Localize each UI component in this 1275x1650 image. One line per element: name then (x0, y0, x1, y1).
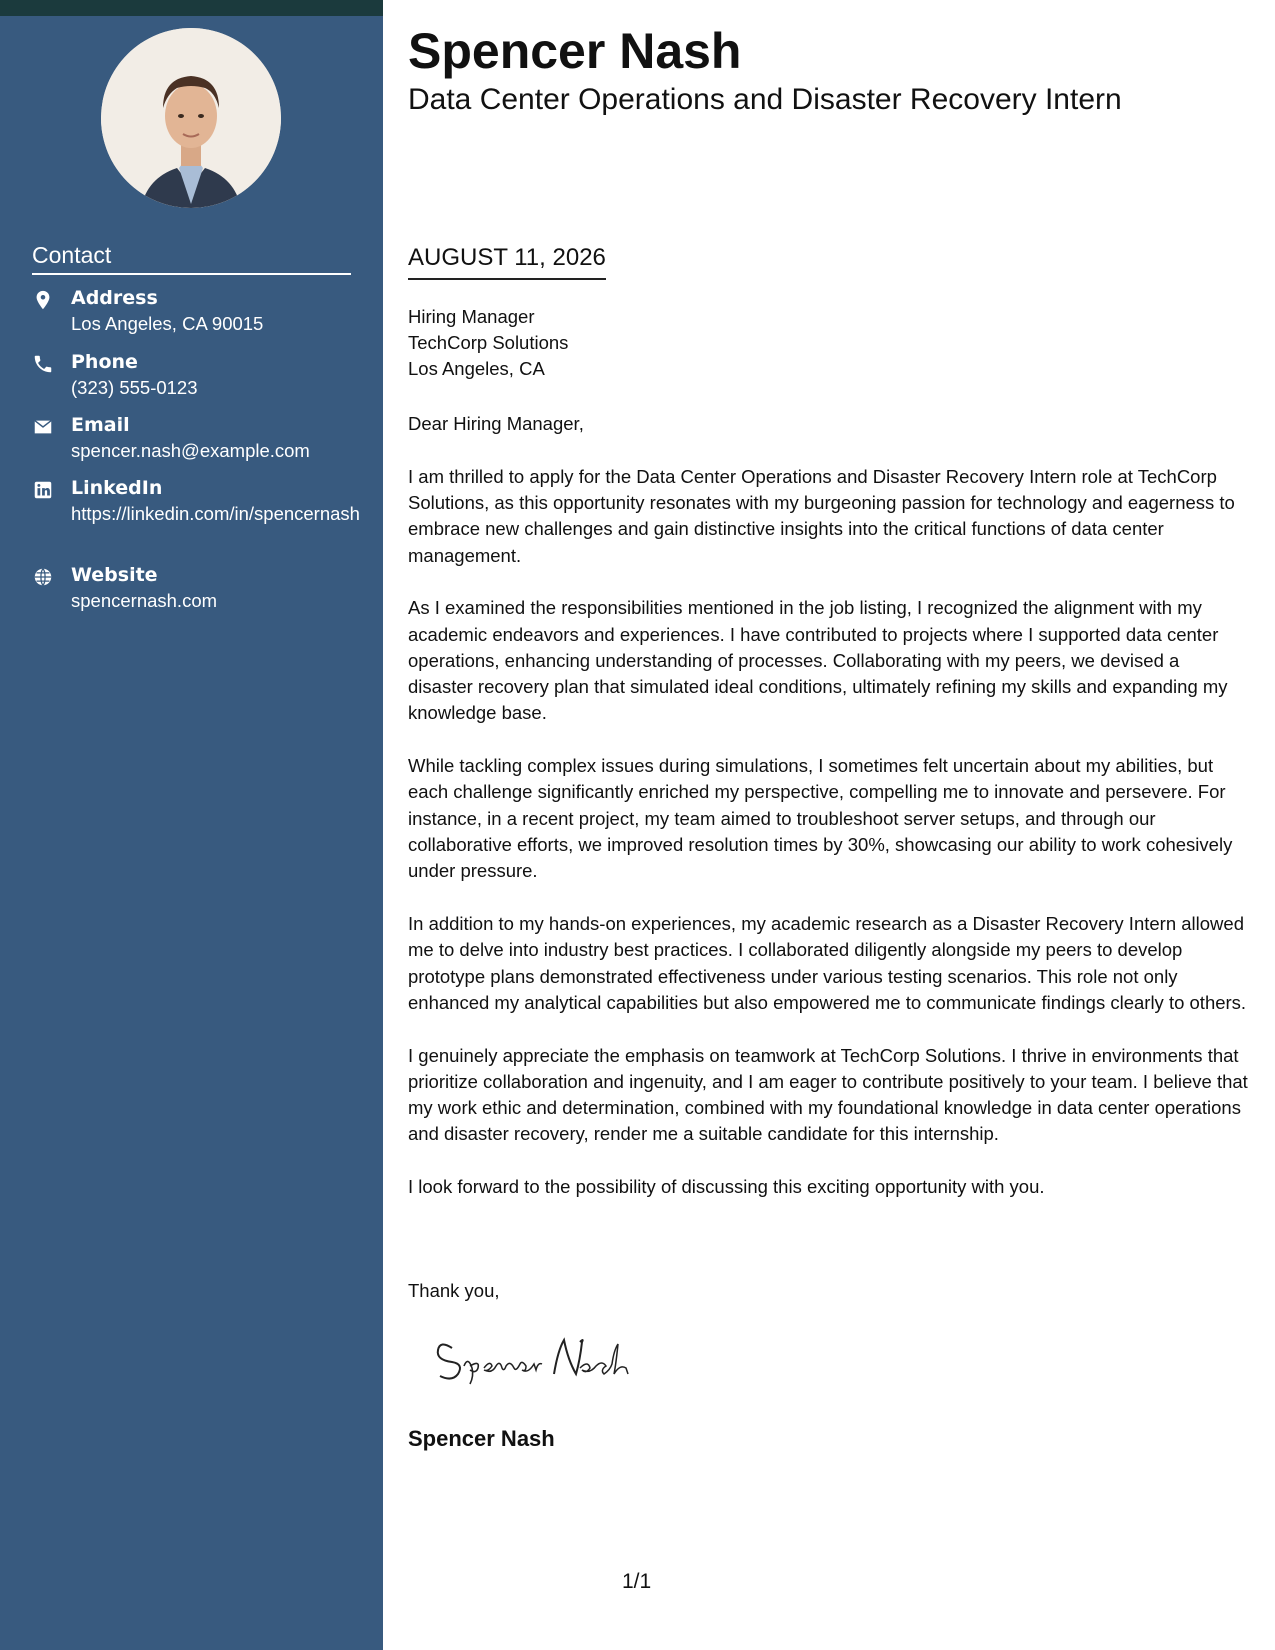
phone-value: (323) 555-0123 (71, 377, 198, 398)
applicant-name: Spencer Nash (408, 23, 742, 79)
paragraph: In addition to my hands-on experiences, my academic research as a Disaster Recovery Intern allowed me to delve into industry best practices. I collaborated diligently alongside my peers to develop prototype plans demonstrated effectiveness under various testing scenarios. This role not only enhanced my analytical capabilities but also empowered me to communicate findings clearly to others. (408, 913, 1247, 1013)
contact-heading: Contact (32, 242, 351, 275)
top-accent-bar (0, 0, 383, 16)
linkedin-icon (32, 479, 54, 501)
page-number: 1/1 (622, 1570, 652, 1593)
email-label: Email (71, 414, 130, 436)
paragraph: As I examined the responsibilities mentioned in the job listing, I recognized the alignment with my academic endeavors and experiences. I have contributed to projects where I supported data center operations, enhancing understanding of processes. Collaborating with my peers, we devised a disaster recovery plan that simulated ideal conditions, ultimately refining my skills and expanding my knowledge base. (408, 597, 1228, 724)
recipient-line: Los Angeles, CA (408, 358, 545, 379)
map-pin-icon (32, 289, 54, 311)
address-value: Los Angeles, CA 90015 (71, 313, 264, 334)
job-title: Data Center Operations and Disaster Recovery Intern (408, 83, 1122, 116)
recipient-block (408, 304, 568, 382)
letter-date: AUGUST 11, 2026 (408, 244, 606, 280)
recipient-line: Hiring Manager (408, 306, 535, 327)
paragraph: I genuinely appreciate the emphasis on teamwork at TechCorp Solutions. I thrive in environments that prioritize collaboration and ingenuity, and I am eager to contribute positively to your team. I believe that my work ethic and determination, combined with my foundational knowledge in data center operations and disaster recovery, render me a suitable candidate for this internship. (408, 1044, 1248, 1145)
sidebar (0, 0, 383, 1650)
salutation: Dear Hiring Manager, (408, 413, 584, 434)
email-value[interactable]: spencer.nash@example.com (71, 440, 310, 461)
phone-label: Phone (71, 351, 138, 373)
phone-icon (32, 353, 54, 375)
linkedin-value[interactable]: https://linkedin.com/in/spencernash (71, 503, 360, 524)
signed-name: Spencer Nash (408, 1426, 555, 1451)
envelope-icon (32, 416, 54, 438)
globe-icon (32, 566, 54, 588)
linkedin-label: LinkedIn (71, 477, 163, 499)
website-label: Website (71, 564, 158, 586)
profile-photo (101, 28, 281, 208)
paragraph: I am thrilled to apply for the Data Center Operations and Disaster Recovery Intern role at TechCorp Solutions, as this opportunity resonates with my burgeoning passion for technology and eagerness to embrace new challenges and gain distinctive insights into the critical functions of data center management. (408, 465, 1235, 566)
closing: Thank you, (408, 1280, 500, 1301)
paragraph: While tackling complex issues during simulations, I sometimes felt uncertain about my abilities, but each challenge significantly enriched my perspective, compelling me to innovate and persevere. For instance, in a recent project, my team aimed to troubleshoot server setups, and through our collaborative efforts, we improved resolution times by 30%, showcasing our ability to work cohesively under pressure. (408, 755, 1233, 882)
paragraph: I look forward to the possibility of discussing this exciting opportunity with you. (408, 1176, 1045, 1198)
address-label: Address (71, 287, 158, 309)
website-value[interactable]: spencernash.com (71, 590, 218, 611)
handwritten-signature (430, 1330, 650, 1390)
letter-text (408, 411, 1248, 1227)
recipient-line: TechCorp Solutions (408, 332, 569, 353)
